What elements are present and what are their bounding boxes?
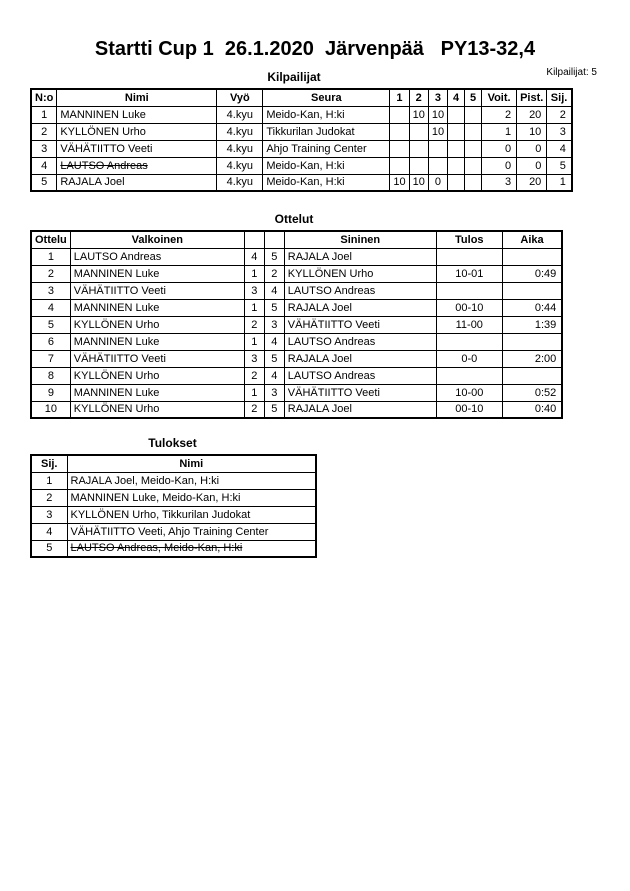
match-white-name: VÄHÄTIITTO Veeti [70,282,244,299]
match-row [31,265,562,282]
match-white-name: MANNINEN Luke [70,333,244,350]
match-row [31,384,562,401]
competitor-club: Tikkurilan Judokat [263,123,390,140]
competitor-number: 4 [31,157,57,174]
competitor-round-3 [428,157,447,174]
competitor-round-1 [390,106,409,123]
match-white-name: VÄHÄTIITTO Veeti [70,350,244,367]
match-blue-name: RAJALA Joel [284,401,436,418]
result-row [31,489,316,506]
competitor-round-4 [448,140,465,157]
match-result: 10-01 [436,265,502,282]
match-row [31,367,562,384]
competitor-round-5 [465,157,482,174]
competitor-row [31,140,572,157]
competitor-round-5 [465,174,482,191]
col-result-name: Nimi [67,455,316,472]
competitor-club: Meido-Kan, H:ki [263,157,390,174]
competitor-name: KYLLÖNEN Urho [57,123,217,140]
competitor-number: 3 [31,140,57,157]
match-result: 00-10 [436,299,502,316]
col-match-number: Ottelu [31,231,70,248]
competitor-round-1 [390,140,409,157]
match-number: 5 [31,316,70,333]
section-title-tulokset: Tulokset [148,436,197,450]
result-place: 1 [31,472,67,489]
result-row [31,472,316,489]
match-result [436,248,502,265]
competitor-row [31,157,572,174]
col-points: Pist. [517,89,547,106]
match-result: 10-00 [436,384,502,401]
match-blue-name: RAJALA Joel [284,248,436,265]
competitor-row [31,174,572,191]
match-blue-number: 3 [264,384,284,401]
match-blue-number: 4 [264,367,284,384]
competitor-row [31,123,572,140]
col-name: Nimi [57,89,217,106]
col-white-number [244,231,264,248]
competitor-round-4 [448,106,465,123]
competitor-round-1 [390,123,409,140]
result-name: VÄHÄTIITTO Veeti, Ahjo Training Center [67,523,316,540]
match-blue-name: RAJALA Joel [284,299,436,316]
competitors-table [30,88,573,192]
match-result: 0-0 [436,350,502,367]
competitor-wins: 3 [482,174,517,191]
match-row [31,316,562,333]
match-time: 1:39 [502,316,562,333]
match-white-name: MANNINEN Luke [70,384,244,401]
col-blue: Sininen [284,231,436,248]
competitor-round-4 [448,157,465,174]
result-row [31,540,316,557]
match-white-number: 2 [244,367,264,384]
col-wins: Voit. [482,89,517,106]
match-time: 2:00 [502,350,562,367]
competitor-place: 5 [547,157,572,174]
result-name: RAJALA Joel, Meido-Kan, H:ki [67,472,316,489]
competitor-wins: 0 [482,140,517,157]
match-blue-name: LAUTSO Andreas [284,282,436,299]
competitors-count-label: Kilpailijat: 5 [546,67,597,78]
match-row [31,350,562,367]
match-time: 0:40 [502,401,562,418]
competitor-round-3: 0 [428,174,447,191]
col-result: Tulos [436,231,502,248]
match-blue-name: VÄHÄTIITTO Veeti [284,384,436,401]
competitor-club: Meido-Kan, H:ki [263,106,390,123]
section-title-ottelut: Ottelut [274,212,314,226]
competitor-wins: 2 [482,106,517,123]
match-white-name: MANNINEN Luke [70,265,244,282]
match-blue-number: 5 [264,299,284,316]
competitor-round-5 [465,106,482,123]
match-row [31,248,562,265]
result-name: LAUTSO Andreas, Meido-Kan, H:ki [67,540,316,557]
result-name: MANNINEN Luke, Meido-Kan, H:ki [67,489,316,506]
result-place: 5 [31,540,67,557]
competitor-points: 20 [517,174,547,191]
match-white-number: 2 [244,401,264,418]
col-time: Aika [502,231,562,248]
competitor-number: 5 [31,174,57,191]
competitor-club: Ahjo Training Center [263,140,390,157]
result-row [31,523,316,540]
matches-table [30,230,563,419]
competitor-round-2 [409,157,428,174]
competitor-wins: 0 [482,157,517,174]
match-number: 9 [31,384,70,401]
match-row [31,282,562,299]
col-round-5: 5 [465,89,482,106]
match-result [436,333,502,350]
col-round-3: 3 [428,89,447,106]
match-time [502,248,562,265]
competitor-place: 3 [547,123,572,140]
match-number: 2 [31,265,70,282]
match-row [31,401,562,418]
results-header-row [31,455,316,472]
competitor-row [31,106,572,123]
competitor-belt: 4.kyu [217,174,263,191]
competitor-name: MANNINEN Luke [57,106,217,123]
match-blue-number: 3 [264,316,284,333]
competitor-club: Meido-Kan, H:ki [263,174,390,191]
match-blue-number: 5 [264,248,284,265]
competitors-header-row [31,89,572,106]
match-result: 11-00 [436,316,502,333]
competitor-place: 4 [547,140,572,157]
col-place: Sij. [547,89,572,106]
match-blue-name: RAJALA Joel [284,350,436,367]
competitor-round-4 [448,174,465,191]
match-blue-number: 2 [264,265,284,282]
competitor-round-5 [465,123,482,140]
competitor-name: RAJALA Joel [57,174,217,191]
col-blue-number [264,231,284,248]
competitor-belt: 4.kyu [217,123,263,140]
match-white-number: 3 [244,350,264,367]
competitor-round-2 [409,123,428,140]
match-row [31,299,562,316]
match-time: 0:52 [502,384,562,401]
col-round-4: 4 [448,89,465,106]
competitor-belt: 4.kyu [217,140,263,157]
match-number: 4 [31,299,70,316]
match-result [436,367,502,384]
competitor-round-5 [465,140,482,157]
col-belt: Vyö [217,89,263,106]
match-blue-number: 5 [264,350,284,367]
match-white-name: KYLLÖNEN Urho [70,401,244,418]
match-number: 7 [31,350,70,367]
competitor-round-3 [428,140,447,157]
result-name: KYLLÖNEN Urho, Tikkurilan Judokat [67,506,316,523]
match-blue-name: KYLLÖNEN Urho [284,265,436,282]
match-blue-number: 4 [264,282,284,299]
page-title: Startti Cup 1 26.1.2020 Järvenpää PY13-32,4 [94,38,536,60]
competitor-name: VÄHÄTIITTO Veeti [57,140,217,157]
match-white-number: 4 [244,248,264,265]
section-title-kilpailijat: Kilpailijat [267,70,321,84]
match-time: 0:49 [502,265,562,282]
results-body [31,472,316,557]
match-white-number: 3 [244,282,264,299]
matches-header-row [31,231,562,248]
competitor-round-3: 10 [428,123,447,140]
match-result: 00-10 [436,401,502,418]
competitor-place: 1 [547,174,572,191]
results-table [30,454,317,558]
match-time: 0:44 [502,299,562,316]
competitors-body [31,106,572,191]
match-time [502,367,562,384]
competitor-round-2: 10 [409,174,428,191]
col-round-2: 2 [409,89,428,106]
result-place: 2 [31,489,67,506]
competitor-points: 10 [517,123,547,140]
match-white-name: KYLLÖNEN Urho [70,316,244,333]
competitor-points: 0 [517,157,547,174]
matches-body [31,248,562,418]
competitor-belt: 4.kyu [217,157,263,174]
result-row [31,506,316,523]
match-white-number: 1 [244,299,264,316]
match-time [502,333,562,350]
match-number: 8 [31,367,70,384]
match-white-number: 2 [244,316,264,333]
competitor-number: 2 [31,123,57,140]
competitor-round-4 [448,123,465,140]
match-number: 10 [31,401,70,418]
match-white-number: 1 [244,384,264,401]
col-number: N:o [31,89,57,106]
match-blue-name: VÄHÄTIITTO Veeti [284,316,436,333]
competitor-points: 0 [517,140,547,157]
match-row [31,333,562,350]
result-place: 3 [31,506,67,523]
competitor-belt: 4.kyu [217,106,263,123]
col-round-1: 1 [390,89,409,106]
match-blue-number: 5 [264,401,284,418]
col-white: Valkoinen [70,231,244,248]
match-result [436,282,502,299]
col-result-place: Sij. [31,455,67,472]
match-number: 1 [31,248,70,265]
competitor-points: 20 [517,106,547,123]
match-blue-number: 4 [264,333,284,350]
result-place: 4 [31,523,67,540]
competitor-name: LAUTSO Andreas [57,157,217,174]
match-white-name: LAUTSO Andreas [70,248,244,265]
col-club: Seura [263,89,390,106]
match-white-number: 1 [244,265,264,282]
competitor-round-3: 10 [428,106,447,123]
match-time [502,282,562,299]
match-white-name: MANNINEN Luke [70,299,244,316]
match-number: 6 [31,333,70,350]
competitor-number: 1 [31,106,57,123]
match-blue-name: LAUTSO Andreas [284,333,436,350]
competitor-round-2 [409,140,428,157]
match-white-number: 1 [244,333,264,350]
match-number: 3 [31,282,70,299]
match-white-name: KYLLÖNEN Urho [70,367,244,384]
competitor-round-1 [390,157,409,174]
competitor-round-2: 10 [409,106,428,123]
match-blue-name: LAUTSO Andreas [284,367,436,384]
competitor-round-1: 10 [390,174,409,191]
competitor-place: 2 [547,106,572,123]
competitor-wins: 1 [482,123,517,140]
